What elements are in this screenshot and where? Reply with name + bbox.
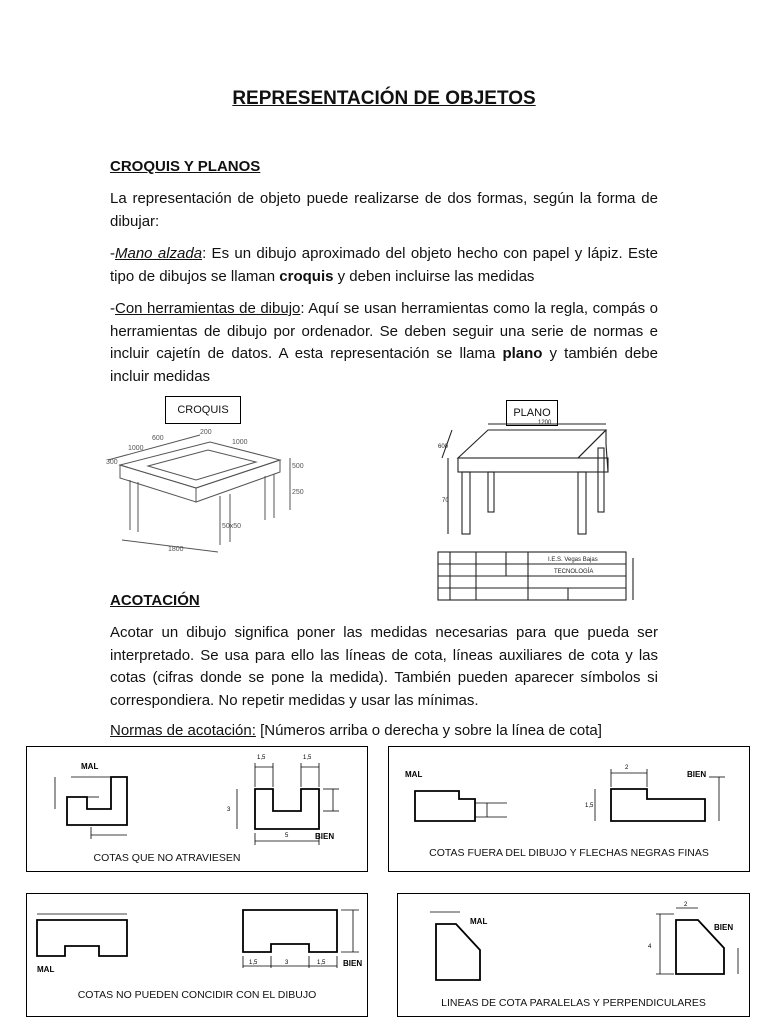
herr-text-a: : Aquí se usan herramientas como la regla, compás o herramientas de dibujo por ordenador. Se deben seguir una serie de normas e incluir cajetín de datos. A esta representación se llama <box>110 300 658 362</box>
mal-label: MAL <box>37 965 55 974</box>
croquis-dim: 1000 <box>232 439 248 446</box>
norm-caption: COTAS NO PUEDEN CONCIDIR CON EL DIBUJO <box>77 989 317 1001</box>
mano-text-a: : Es un dibujo aproximado del objeto hecho con papel y lápiz. Este tipo de dibujos se llaman <box>110 245 658 285</box>
plano-dim: 70 <box>442 498 449 504</box>
plano-dim: 1200 <box>538 420 552 426</box>
norm-dim: 1,5 <box>585 803 594 809</box>
norm-caption: LINEAS DE COTA PARALELAS Y PERPENDICULARES <box>441 997 706 1009</box>
acotacion-paragraph: Acotar un dibujo significa poner las medidas necesarias para que pueda ser interpretado. Se usa para ello las líneas de cota, líneas auxiliares de cota y las cotas (cifras donde se pone la medida). También pueden aparecer símbolos si correspondiera. No repetir medidas y usar las mínimas. <box>110 624 658 709</box>
section-heading-croquis-planos: CROQUIS Y PLANOS <box>110 158 261 175</box>
croquis-label: CROQUIS <box>165 396 241 424</box>
plano-bold: plano <box>502 345 543 362</box>
norm-dim: 3 <box>227 807 231 813</box>
normas-term: Normas de acotación: <box>110 722 256 739</box>
croquis-dim: 200 <box>200 429 212 436</box>
cajetin-school: I.E.S. Vegas Bajas <box>548 557 598 563</box>
croquis-dim: 1000 <box>128 445 144 452</box>
herramientas-paragraph <box>110 298 658 388</box>
norm-dim: 1,5 <box>257 755 266 761</box>
norm-dim: 4 <box>648 944 652 950</box>
croquis-dim: 600 <box>152 435 164 442</box>
plano-dim: 600 <box>438 444 449 450</box>
norm-dim: 1,5 <box>249 960 258 966</box>
mano-text-b: y deben incluirse las medidas <box>333 267 535 285</box>
norm-box-2 <box>388 746 750 872</box>
dash: - <box>110 245 115 262</box>
norm-box-1 <box>26 746 368 872</box>
norm-caption: COTAS FUERA DEL DIBUJO Y FLECHAS NEGRAS FINAS <box>429 847 709 859</box>
plano-drawing <box>428 418 643 608</box>
croquis-sketch <box>100 420 320 555</box>
norm-dim: 2 <box>625 765 629 771</box>
bien-label: BIEN <box>343 959 363 968</box>
norm-dim: 1,5 <box>303 755 312 761</box>
mano-alzada-paragraph <box>110 243 658 288</box>
cajetin-subject: TECNOLOGÍA <box>554 569 594 575</box>
croquis-dim: 500 <box>292 463 304 470</box>
croquis-dim: 50x50 <box>222 523 242 530</box>
mano-alzada-term: Mano alzada <box>115 245 203 262</box>
norm-dim: 1,5 <box>317 960 326 966</box>
herr-text-b: y también debe incluir medidas <box>110 345 658 385</box>
croquis-dim: 300 <box>106 459 118 466</box>
dash: - <box>110 300 115 317</box>
norm-box-3 <box>26 893 368 1017</box>
croquis-bold: croquis <box>279 267 334 285</box>
mal-label: MAL <box>81 762 99 771</box>
mal-label: MAL <box>405 770 423 779</box>
norm-dim: 3 <box>285 960 289 966</box>
croquis-dim: 1800 <box>168 546 184 553</box>
bien-label: BIEN <box>315 832 335 841</box>
normas-text: [Números arriba o derecha y sobre la línea de cota] <box>255 722 602 739</box>
page-title: REPRESENTACIÓN DE OBJETOS <box>232 88 536 109</box>
herramientas-term: Con herramientas de dibujo <box>115 300 301 317</box>
section-heading-acotacion: ACOTACIÓN <box>110 592 200 609</box>
norm-caption: COTAS QUE NO ATRAVIESEN <box>93 852 241 864</box>
croquis-dim: 250 <box>292 489 304 496</box>
intro-paragraph: La representación de objeto puede realizarse de dos formas, según la forma de dibujar: <box>110 190 658 230</box>
norm-dim: 5 <box>285 833 289 839</box>
mal-label: MAL <box>470 917 488 926</box>
norm-box-4 <box>397 893 750 1017</box>
normas-line <box>110 720 658 743</box>
bien-label: BIEN <box>714 923 734 932</box>
bien-label: BIEN <box>687 770 707 779</box>
plano-label: PLANO <box>506 400 558 426</box>
norm-dim: 2 <box>684 902 688 908</box>
